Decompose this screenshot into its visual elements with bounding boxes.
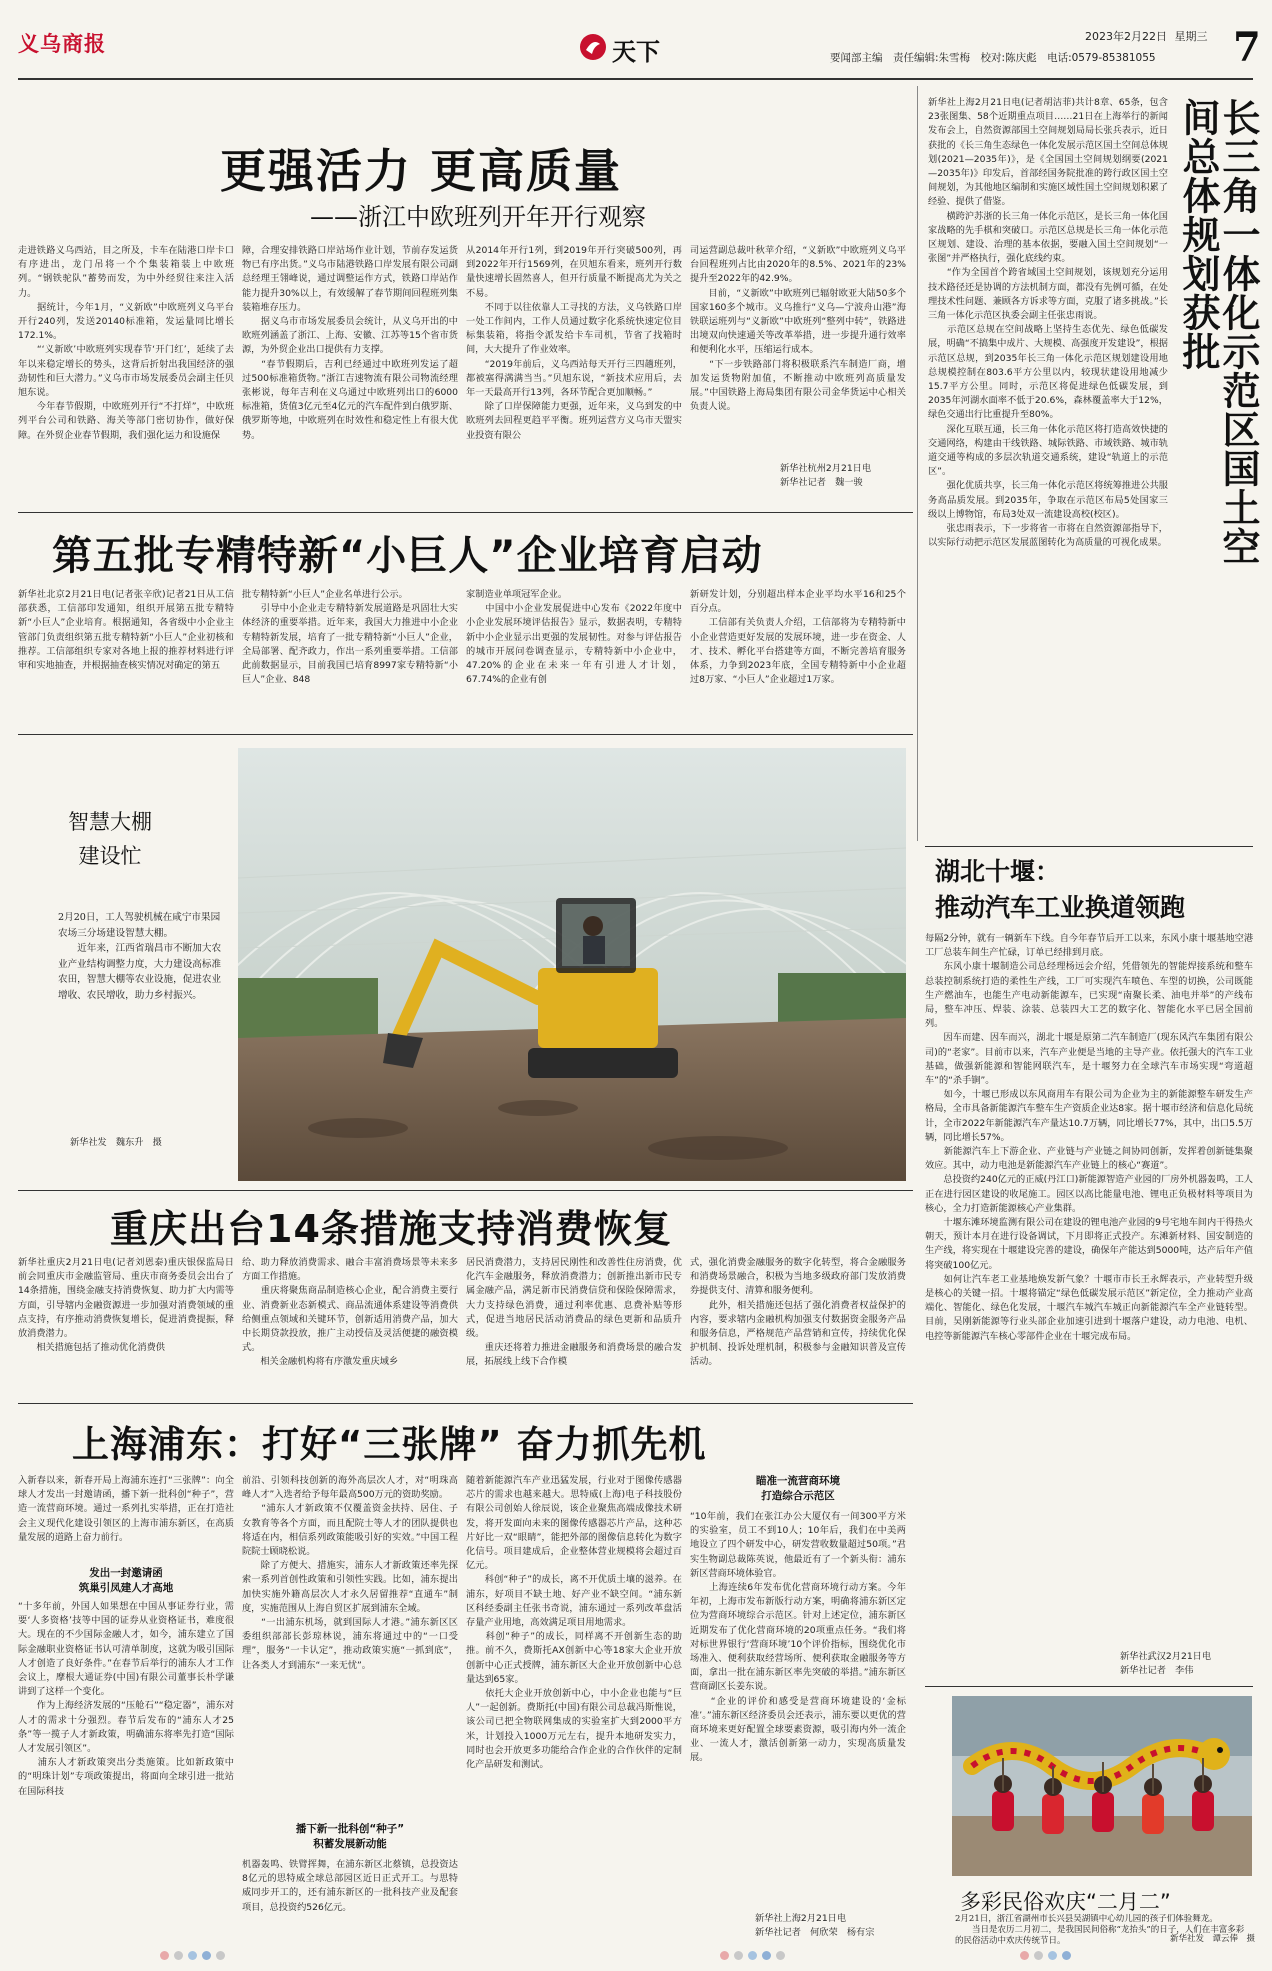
article1-subhead: ——浙江中欧班列开年开行观察 [310, 203, 646, 231]
article4-headline: 湖北十堰： [935, 857, 1061, 886]
footer-dot [174, 1951, 183, 1960]
article3-headline: 第五批专精特新“小巨人”企业培育启动 [52, 533, 763, 579]
section-name: 天下 [612, 38, 660, 66]
article6-col4-subhead: 瞄准一流营商环境 打造综合示范区 [756, 1475, 840, 1502]
photo1-title-line2: 建设忙 [78, 844, 142, 868]
photo2-top-rule [925, 1686, 1253, 1687]
issue-date [1085, 28, 1208, 44]
article1-col1: 走进铁路义乌西站，目之所及，卡车在陆港口岸卡口有序进出，龙门吊将一个个集装箱装上中欧班列。“钢铁驼队”蓄势而发，为中外经贸往来注入活力。 据统计，今年1月，“义新欧”中欧班列义乌平台开行240列，发送20140标准箱，发运量同比增长172.1%。 “‘义新欧’中欧班列实现春节‘开门红’，延续了去年以来稳定增长的势头，这背后折射出我国经济的强劲韧性和巨大潜力。”义乌市市场发展委员会副主任贝旭东说。 今年春节假期，中欧班列开行“不打烊”，中欧班列平台公司和铁路、海关等部门密切协作，做好保障。在外贸企业春节假期，我们强化运力和设施保 [18, 245, 234, 441]
editor-info: 要闻部主编 责任编辑:朱雪梅 校对:陈庆彪 电话:0579-85381055 [830, 52, 1156, 64]
column-divider-right [917, 86, 918, 841]
page-number: 7 [1233, 24, 1261, 71]
footer-dot [1020, 1951, 1029, 1960]
footer-dot [1034, 1951, 1043, 1960]
footer-dot [748, 1951, 757, 1960]
photo2-credit: 新华社发 谭云俸 摄 [1169, 1934, 1255, 1944]
paper-name: 义乌商报 [18, 31, 106, 56]
article2-headline [1176, 98, 1260, 568]
article1-headline: 更强活力 更高质量 [220, 144, 623, 198]
footer-dot [1062, 1951, 1071, 1960]
greenhouse-scene-image [238, 748, 906, 1181]
section-logo-icon [580, 34, 606, 60]
photo1-title [50, 805, 170, 873]
article6-headline: 上海浦东：打好“三张牌” 奋力抓先机 [72, 1423, 707, 1466]
masthead-rule [18, 78, 1253, 80]
footer-dot [720, 1951, 729, 1960]
footer-dot [734, 1951, 743, 1960]
article6-top-rule [18, 1403, 913, 1404]
photo1-title-line1: 智慧大棚 [68, 810, 152, 834]
photo2-title: 多彩民俗欢庆“二月二” [960, 1890, 1171, 1914]
photo2-dragon-dance [952, 1696, 1252, 1876]
article1-col3: 从2014年开行1列，到2019年开行突破500列，再到2022年开行1569列，在贝旭东看来，班列开行数量快速增长固然喜人，但开行质量不断提高尤为关之不易。 不同于以往依靠人工寻找的方法，义乌铁路口岸一处工作间内，工作人员通过数字化系统快速定位目标集装箱，将指令派发给卡车司机，节省了找箱时间，大大提升了作业效率。 “2019年前后，义乌西站每天开行三四趟班列，都被塞得满满当当。”贝旭东说，“新技术应用后，去年一天最高开行13列，各环节配合更加顺畅。” 除了口岸保障能力更强，近年来，义乌到发的中欧班列去回程更趋平平衡。班列运营方义乌市天盟实业投资有限公 [466, 245, 682, 441]
article4-byline: 新华社武汉2月21日电 新华社记者 李伟 [1120, 1651, 1212, 1676]
article6-col2-b: 机器轰鸣、铁臂挥舞，在浦东新区北蔡镇，总投资达8亿元的思特威全球总部园区近日正式开工。与思特威同步开工的，还有浦东新区的一批科技产业及配套项目，总投资约526亿元。 [242, 1859, 458, 1913]
masthead [0, 0, 1272, 80]
article5-col2: 给、助力释放消费需求、融合丰富消费场景等未来多方面工作措施。 重庆将聚焦商品制造核心企业，配合消费主要行业、消费新业态新模式、商品流通体系建设等消费供给侧重点领域和关键环节，创新适用消费产品，加大中长期贷款投放，推广主动授信及灵活便捷的融资模式。 相关金融机构将有序激发重庆域乡 [242, 1257, 458, 1368]
article5-top-rule [18, 1190, 913, 1191]
article3-col1: 新华社北京2月21日电(记者张辛欣)记者21日从工信部获悉，工信部印发通知，组织开展第五批专精特新“小巨人”企业培育。根据通知，各省级中小企业主管部门负责组织第五批专精特新“小巨人”企业初核和推荐。工信部组织专家对各地上报的推荐材料进行评审和实地抽查，并根据抽查核实情况对确定的第五 [18, 589, 234, 672]
article6-col2-subhead: 播下新一批科创“种子” 积蓄发展新动能 [295, 1823, 405, 1850]
photo1-credit: 新华社发 魏东升 摄 [70, 1137, 162, 1148]
article1-col2: 障，合理安排铁路口岸站场作业计划，节前存发运货物已有序出货。”义乌市陆港铁路口岸发展有限公司副总经理王翎峰说，通过调整运作方式，铁路口岸站作能力提升30%以上，有效缓解了春节期间回程班列集装箱堆存压力。 据义乌市市场发展委员会统计，从义乌开出的中欧班列涵盖了浙江、上海、安徽、江苏等15个省市货源，为外贸企业出口提供有力支撑。 “春节假期后，吉利已经通过中欧班列发运了超过500标准箱货物。”浙江吉速物流有限公司物流经理张彬说，每年吉利在义乌通过中欧班列出口的6000标准箱，货值3亿元至4亿元的汽车配件到白俄罗斯、俄罗斯等地，中欧班列在时效性和稳定性上有很大优势。 [242, 245, 458, 441]
photo2-caption: 2月21日，浙江省湖州市长兴县吴湖镇中心幼儿园的孩子们体验舞龙。 当日是农历二月初二，是我国民间俗称“龙抬头”的日子，人们在丰富多彩的民俗活动中欢庆传统节日。 [955, 1914, 1245, 1946]
footer-dot [1048, 1951, 1057, 1960]
article6-col4: “10年前，我们在张江办公大厦仅有一间300平方米的实验室，员工不到10人；10年后，我们在中美两地设立了四个研发中心，研发营收数量超过50项。”君实生物副总裁陈英说，他最近有了一个新头衔：浦东新区营商环境体验官。 上海连续6年发布优化营商环境行动方案。今年年初，上海市发布新版行动方案，明确将浦东新区定位为营商环境综合示范区。针对上述定位，浦东新区近期发布了优化营商环境的20项重点任务。“我们将对标世界银行‘营商环境’10个评价指标，围绕优化市场准入、便利获取经营场所、便利获取金融服务等方面，拿出一批在浦东新区率先突破的举措。”浦东新区营商副区长姜东说。 “企业的评价和感受是营商环境建设的‘金标准’。”浦东新区经济委员会还表示，浦东要以更优的营商环境来更好配置全球要素资源，吸引海内外一流企业、一流人才，激活创新第一动力，实现高质量发展。 [690, 1511, 906, 1764]
footer-dot [202, 1951, 211, 1960]
footer-decoration [0, 1945, 1272, 1965]
footer-dot [160, 1951, 169, 1960]
article6-col1-intro: 入新春以来，新春开局上海浦东连打“三张牌”：向全球人才发出一封邀请函，播下新一批科创“种子”，营造一流营商环境。通过一系列扎实举措，正在打造社会主义现代化建设引领区的上海市浦东新区，在高质量发展的道路上奋力前行。 [18, 1475, 234, 1543]
article6-col3: 随着新能源汽车产业迅猛发展，行业对于图像传感器芯片的需求也越来越大。思特威(上海)电子科技股份有限公司创始人徐辰说，该企业聚焦高端成像技术研发，将开发面向未来的图像传感器芯片产品，这种芯片好比一双“眼睛”，能把外部的图像信息转化为数字化信号。项目建成后，企业整体营业规模将会超过百亿元。 科创“种子”的成长，离不开优质土壤的滋养。在浦东，好项目不缺土地、好产业不缺空间。“浦东新区科经委副主任张书奇说，浦东通过一系列改革盘活存量产业用地，高效满足项目用地需求。 科创“种子”的成长，同样离不开创新生态的助推。前不久，费斯托AX创新中心等18家大企业开放创新中心正式授牌，浦东新区大企业开放创新中心总量达到65家。 依托大企业开放创新中心，中小企业也能与“巨人”一起创新。费斯托(中国)有限公司总裁冯斯惟说，该公司已把全物联网集成的实验室扩大到2000平方米，计划投入1000万元左右，提升本地研发实力，同时也会开放更多功能给合作企业的合作伙伴的定制化产品研发和测试。 [466, 1475, 682, 1771]
article4-headline2: 推动汽车工业换道领跑 [935, 893, 1186, 922]
footer-dot [216, 1951, 225, 1960]
article6-byline: 新华社上海2月21日电 新华社记者 何欣荣 杨有宗 [755, 1913, 875, 1938]
article3-top-rule [18, 512, 913, 513]
article3-col2: 批专精特新“小巨人”企业名单进行公示。 引导中小企业走专精特新发展道路是巩固壮大实体经济的重要举措。近年来，我国大力推进中小企业专精特新发展，培育了一批专精特新“小巨人”企业，全局部署、配齐政力，作出一系列重要举措。工信部此前数据显示，目前我国已培育8997家专精特新“小巨人”企业、848 [242, 589, 458, 686]
article5-col4: 式，强化消费金融服务的数字化转型，将合金融服务和消费场景融合，积极为当地多级政府部门发放消费券提供支付、清算和服务便利。 此外，相关措施还包括了强化消费者权益保护的内容，要求辖内金融机构加强支付数据资金服务产品和服务信息，严格规范产品营销和宣传，持续优化保护机制、投诉处理机制，积极参与金融知识普及宣传活动。 [690, 1257, 906, 1368]
article6-col1-rest: “十多年前，外国人如果想在中国从事证券行业，需要‘人多资格’技等中国的证券从业资格证书，难度很大。现在的不少国际金融人才，如今，浦东建立了国际金融职业资格证书认可清单制度，这就为吸引国际人才创造了良好条件。”在春节后举行的浦东人才工作会议上，摩根大通证券(中国)有限公司董事长朴学谦讲到了这样一个变化。 作为上海经济发展的“压舱石”“稳定器”，浦东对人才的需求十分强烈。春节后发布的“浦东人才25条”等一揽子人才新政策，明确浦东将率先打造“国际人才发展引领区”。 浦东人才新政策突出分类施策。比如新政策中的“明珠计划”专项政策提出，将面向全球引进一批站在国际科技 [18, 1601, 234, 1797]
article2-headline-text: 长三角一体化示范区国土空间总体规划获批 [1176, 98, 1260, 566]
weekday: 星期三 [1174, 30, 1208, 43]
article4-body: 每隔2分钟，就有一辆新车下线。自今年春节后开工以来，东风小康十堰基地空港工厂总装车间生产忙碌，订单已经排到月底。 东风小康十堰制造公司总经理杨远会介绍，凭借领先的智能焊接系统和整车总装控制系统打造的柔性生产线，工厂可实现汽车喷色、车型的切换，公司既能生产燃油车，也能生产电动新能源车，已实现“南聚长柔、油电并举”的产线布局，整车冲压、焊装、涂装、总装四大工艺的数字化、智能化水平已居全国前列。 因车而建、因车而兴，湖北十堰是原第二汽车制造厂(现东风汽车集团有限公司)的“老家”。目前市以来，汽车产业便是当地的主导产业。依托强大的汽车工业基础，做强新能源和智能网联汽车，是十堰努力在全球汽车市场实现“弯道超车”的“杀手锏”。 如今，十堰已形成以东风商用车有限公司为企业为主的新能源整车研发生产格局，全市具备新能源汽车整车生产资质企业达8家。据十堰市经济和信息化局统计，全市2022年新能源汽车产量达10.7万辆，同比增长77%，其中，出口5.5万辆，同比增长57%。 新能源汽车上下游企业、产业链与产业链之间协同创新，发挥着创新链集聚效应。其中，动力电池是新能源汽车产业链上的核心“赛道”。 总投资约240亿元的正威(丹江口)新能源智造产业园的厂房外机器轰鸣，工人正在进行园区建设的收尾施工。园区以高比能量电池、锂电正负极材料等项目为核心，全力打造新能源核心产业集群。 十堰东滩环境监测有限公司在建设的锂电池产业园的9号宅地车间内干得热火朝天，预计本月在进行设备调试，下月即将正式投产。东滩新材料、国安制造的生产线，将实现在十堰建设完善的建设，确保年产能达到5000吨，达产后年产值将突破100亿元。 如何让汽车老工业基地焕发新气象？十堰市市长王永辉表示，产业转型升级是核心的关键一招。十堰将锚定“绿色低碳发展示范区”新定位，全力推动产业高端化、智能化、绿色化发展，十堰汽车城汽车城正向新能源汽车全产业链转型。目前，吴刚新能源等行业头部企业加速引进到十堰落户建设，动力电池、电机、电控等新能源汽车核心零部件企业在十堰完成布局。 [925, 933, 1253, 1342]
footer-dot [776, 1951, 785, 1960]
footer-dot [762, 1951, 771, 1960]
article2-body-lower [928, 575, 1250, 843]
date: 2023年2月22日 [1085, 30, 1167, 43]
article2-body: 新华社上海2月21日电(记者胡洁菲)共计8章、65条，包含23张图集、58个近期重点项目……21日在上海举行的新闻发布会上，自然资源部国土空间规划局局长张兵表示，近日获批的《长三角生态绿色一体化发展示范区国土空间总体规划(2021—2035年)》，是《全国国土空间规划纲要(2021—2035年)》印发后，首部经国务院批准的跨行政区国土空间规划，为其他地区编制和实施区域性国土空间规划积累了经验、提供了借鉴。 横跨沪苏浙的长三角一体化示范区，是长三角一体化国家战略的先手棋和突破口。示范区总规是长三角一体化示范区规划、建设、治理的基本依据，要融入国土空间规划“一张图”并严格执行，强化底线约束。 “作为全国首个跨省域国土空间规划，该规划充分运用技术路径还是协调的方法机制方面，都没有先例可循，在处理技术性问题、兼顾各方诉求等方面，克服了诸多挑战。”长三角一体化示范区执委会副主任张忠雨说。 示范区总规在空间战略上坚持生态优先、绿色低碳发展，明确“不搞集中成片、大规模、高强度开发建设”，根据示范区总规，到2035年长三角一体化示范区规划建设用地总规模控制在803.6平方公里以内，较现状建设用地减少15.7平方公里。同时，示范区将促进绿色低碳发展，到2035年河湖水面率不低于20.6%，森林覆盖率大于12%，绿色交通出行比重提升至80%。 深化互联互通，长三角一体化示范区将打造高效快捷的交通网络，构建由干线铁路、城际铁路、市域铁路、城市轨道交通等构成的多层次轨道交通系统，建设“轨道上的示范区”。 强化优质共享，长三角一体化示范区将统筹推进公共服务高品质发展。到2035年，争取在示范区布局5处国家三级以上博物馆，布局3处双一流建设高校(校区)。 张忠雨表示，下一步将省一市将在自然资源部指导下，以实际行动把示范区发展蓝图转化为高质量的可视化成果。 [928, 97, 1168, 549]
article5-col1: 新华社重庆2月21日电(记者刘恩泰)重庆银保监局日前会同重庆市金融监管局、重庆市商务委员会出台了14条措施，围绕金融支持消费恢复、助力扩大内需等方面，引导辖内金融资源进一步加强对消费领域的重点支持，有序推动消费恢复增长，促进消费提振，释放消费潜力。 相关措施包括了推动优化消费供 [18, 1257, 234, 1354]
article5-headline: 重庆出台14条措施支持消费恢复 [110, 1207, 672, 1251]
photo1-caption: 2月20日，工人驾驶机械在咸宁市果园农场三分场建设智慧大棚。 近年来，江西省瑞昌市不断加大农业产业结构调整力度，大力建设高标准农田，智慧大棚等农业设施，促进农业增收、农民增收，助力乡村振兴。 [58, 912, 222, 1001]
footer-dot [188, 1951, 197, 1960]
article4-top-rule [925, 846, 1253, 847]
article6-col1-subhead: 发出一封邀请函 筑巢引凤建人才高地 [78, 1567, 174, 1594]
article1-col4: 司运营副总裁叶秋苹介绍，“义新欧”中欧班列义乌平台回程班列占比由2020年的8.5%、2021年的23%提升至2022年的42.9%。 目前，“义新欧”中欧班列已辐射欧亚大陆50多个国家160多个城市。义乌推行“义乌—宁波舟山港”海铁联运班列与“义新欧”中欧班列“整列中转”，铁路进出境双向快速通关等改革举措，进一步提升通行效率和便利化水平，压缩运行成本。 “下一步铁路部门将积极联系汽车制造厂商，增加发运货物附加值，不断推动中欧班列高质量发展。”中国铁路上海局集团有限公司金华货运中心相关负责人说。 [690, 245, 906, 413]
photo1-top-rule [18, 734, 913, 735]
article3-col4: 新研发计划，分别超出样本企业平均水平16和25个百分点。 工信部有关负责人介绍，工信部将为专精特新中小企业营造更好发展的发展环境，进一步在资金、人才、技术、孵化平台搭建等方面，不断完善培育服务体系，力争到2023年底，全国专精特新中小企业超过8万家、“小巨人”企业超过1万家。 [690, 589, 906, 686]
dragon-dance-scene-image [952, 1696, 1252, 1876]
article5-col3: 居民消费潜力，支持居民刚性和改善性住房消费，优化汽车金融服务，释放消费潜力；创新推出新市民专属金融产品，满足新市民消费信贷和保险保障需求，大力支持绿色消费，通过利率优惠、息费补贴等形式，促进当地居民活动消费品的绿色更新和品质升级。 重庆还将着力推进金融服务和消费场景的融合发展，拓展线上线下合作模 [466, 1257, 682, 1368]
article6-col2-a: 前沿、引领科技创新的海外高层次人才，对“明珠高峰人才”入选者给予每年最高500万元的资助奖励。 “浦东人才新政策不仅覆盖资金扶持、居住、子女教育等各个方面，而且配院士等人才的团队提供也将适在内，相信系列政策能吸引好的实效。”中国工程院院士顾晓松说。 除了方便大、措施实，浦东人才新政策还率先探索一系列首创性政策和引领性实践。比如，浦东提出加快实施外籍高层次人才永久居留推荐“直通车”制度，实施范围从上海自贸区扩展到浦东全域。 “一出浦东机场，就到国际人才港。”浦东新区区委组织部部长彭琼林说，浦东将通过中的“一口受理”，服务“一卡认定”，推动政策实施“一抓到底”，让各类人才到浦东“一来无忧”。 [242, 1475, 458, 1671]
article3-col3: 家制造业单项冠军企业。 中国中小企业发展促进中心发布《2022年度中小企业发展环境评估报告》显示，数据表明，专精特新中小企业显示出更强的发展韧性。对参与评估报告的城市开展问卷调查显示，专精特新中小企业中，47.20%的企业在未来一年有引进人才计划，67.74%的企业有创 [466, 589, 682, 686]
photo1-greenhouse-excavator [238, 748, 906, 1181]
article1-byline: 新华社杭州2月21日电 新华社记者 魏一骏 [780, 463, 872, 488]
